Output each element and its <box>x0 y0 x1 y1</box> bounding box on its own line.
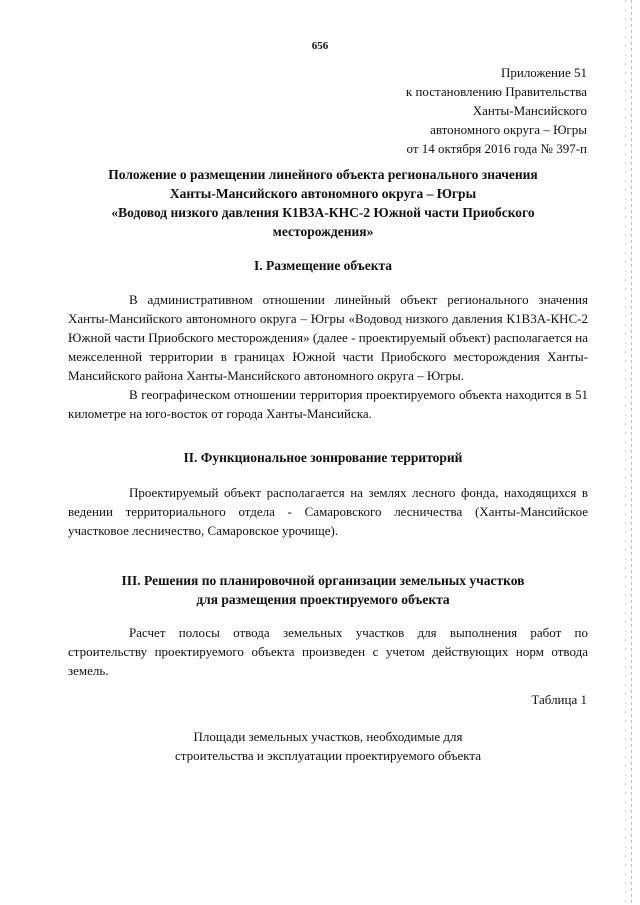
section-3-heading-line: для размещения проектируемого объекта <box>196 592 450 607</box>
appendix-line: автономного округа – Югры <box>430 122 587 137</box>
scan-edge-line <box>625 0 626 905</box>
table-label: Таблица 1 <box>531 692 587 707</box>
title-line: Положение о размещении линейного объекта регионального значения <box>108 167 538 182</box>
section-3-paragraph-1: Расчет полосы отвода земельных участков для выполнения работ по строительству проектируемого объекта произведен с учетом действующих норм отвода земель. <box>68 625 588 678</box>
appendix-line: Ханты-Мансийского <box>472 103 587 118</box>
section-1-paragraph-2: В географическом отношении территория проектируемого объекта находится в 51 километре на юго-восток от города Ханты-Мансийска. <box>68 387 588 421</box>
appendix-line: от 14 октября 2016 года № 397-п <box>406 141 587 156</box>
title-line: «Водовод низкого давления К1В3А-КНС-2 Южной части Приобского <box>111 205 535 220</box>
section-2-paragraph-1: Проектируемый объект располагается на землях лесного фонда, находящихся в ведении территориального отдела - Самаровского лесничества (Ханты-Мансийское участковое лесничество, Самаровское урочище). <box>68 485 588 538</box>
document-title <box>68 165 578 241</box>
appendix-line: Приложение 51 <box>500 65 587 80</box>
appendix-line: к постановлению Правительства <box>405 84 587 99</box>
scan-edge-line <box>631 0 632 905</box>
section-3-heading <box>68 571 578 609</box>
section-2-heading: II. Функциональное зонирование территорий <box>183 450 463 465</box>
table-caption-line: строительства и эксплуатации проектируемого объекта <box>175 748 481 763</box>
page-number: 656 <box>311 40 329 52</box>
table-caption <box>68 727 588 765</box>
section-1-heading: I. Размещение объекта <box>253 258 393 273</box>
title-line: Ханты-Мансийского автономного округа – Югры <box>169 186 477 201</box>
table-caption-line: Площади земельных участков, необходимые для <box>193 729 463 744</box>
title-line: месторождения» <box>272 224 374 239</box>
appendix-block <box>406 63 587 158</box>
section-1-paragraph-1: В административном отношении линейный объект регионального значения Ханты-Мансийского автономного округа – Югры «Водовод низкого давления К1В3А-КНС-2 Южной части Приобского месторождения» (далее - проектируемый объект) располагается на межселенной территории в границах Южной части Приобского месторождения Ханты-Мансийского района Ханты-Мансийского автономного округа – Югры. <box>68 292 588 383</box>
section-3-heading-line: III. Решения по планировочной организации земельных участков <box>121 573 525 588</box>
